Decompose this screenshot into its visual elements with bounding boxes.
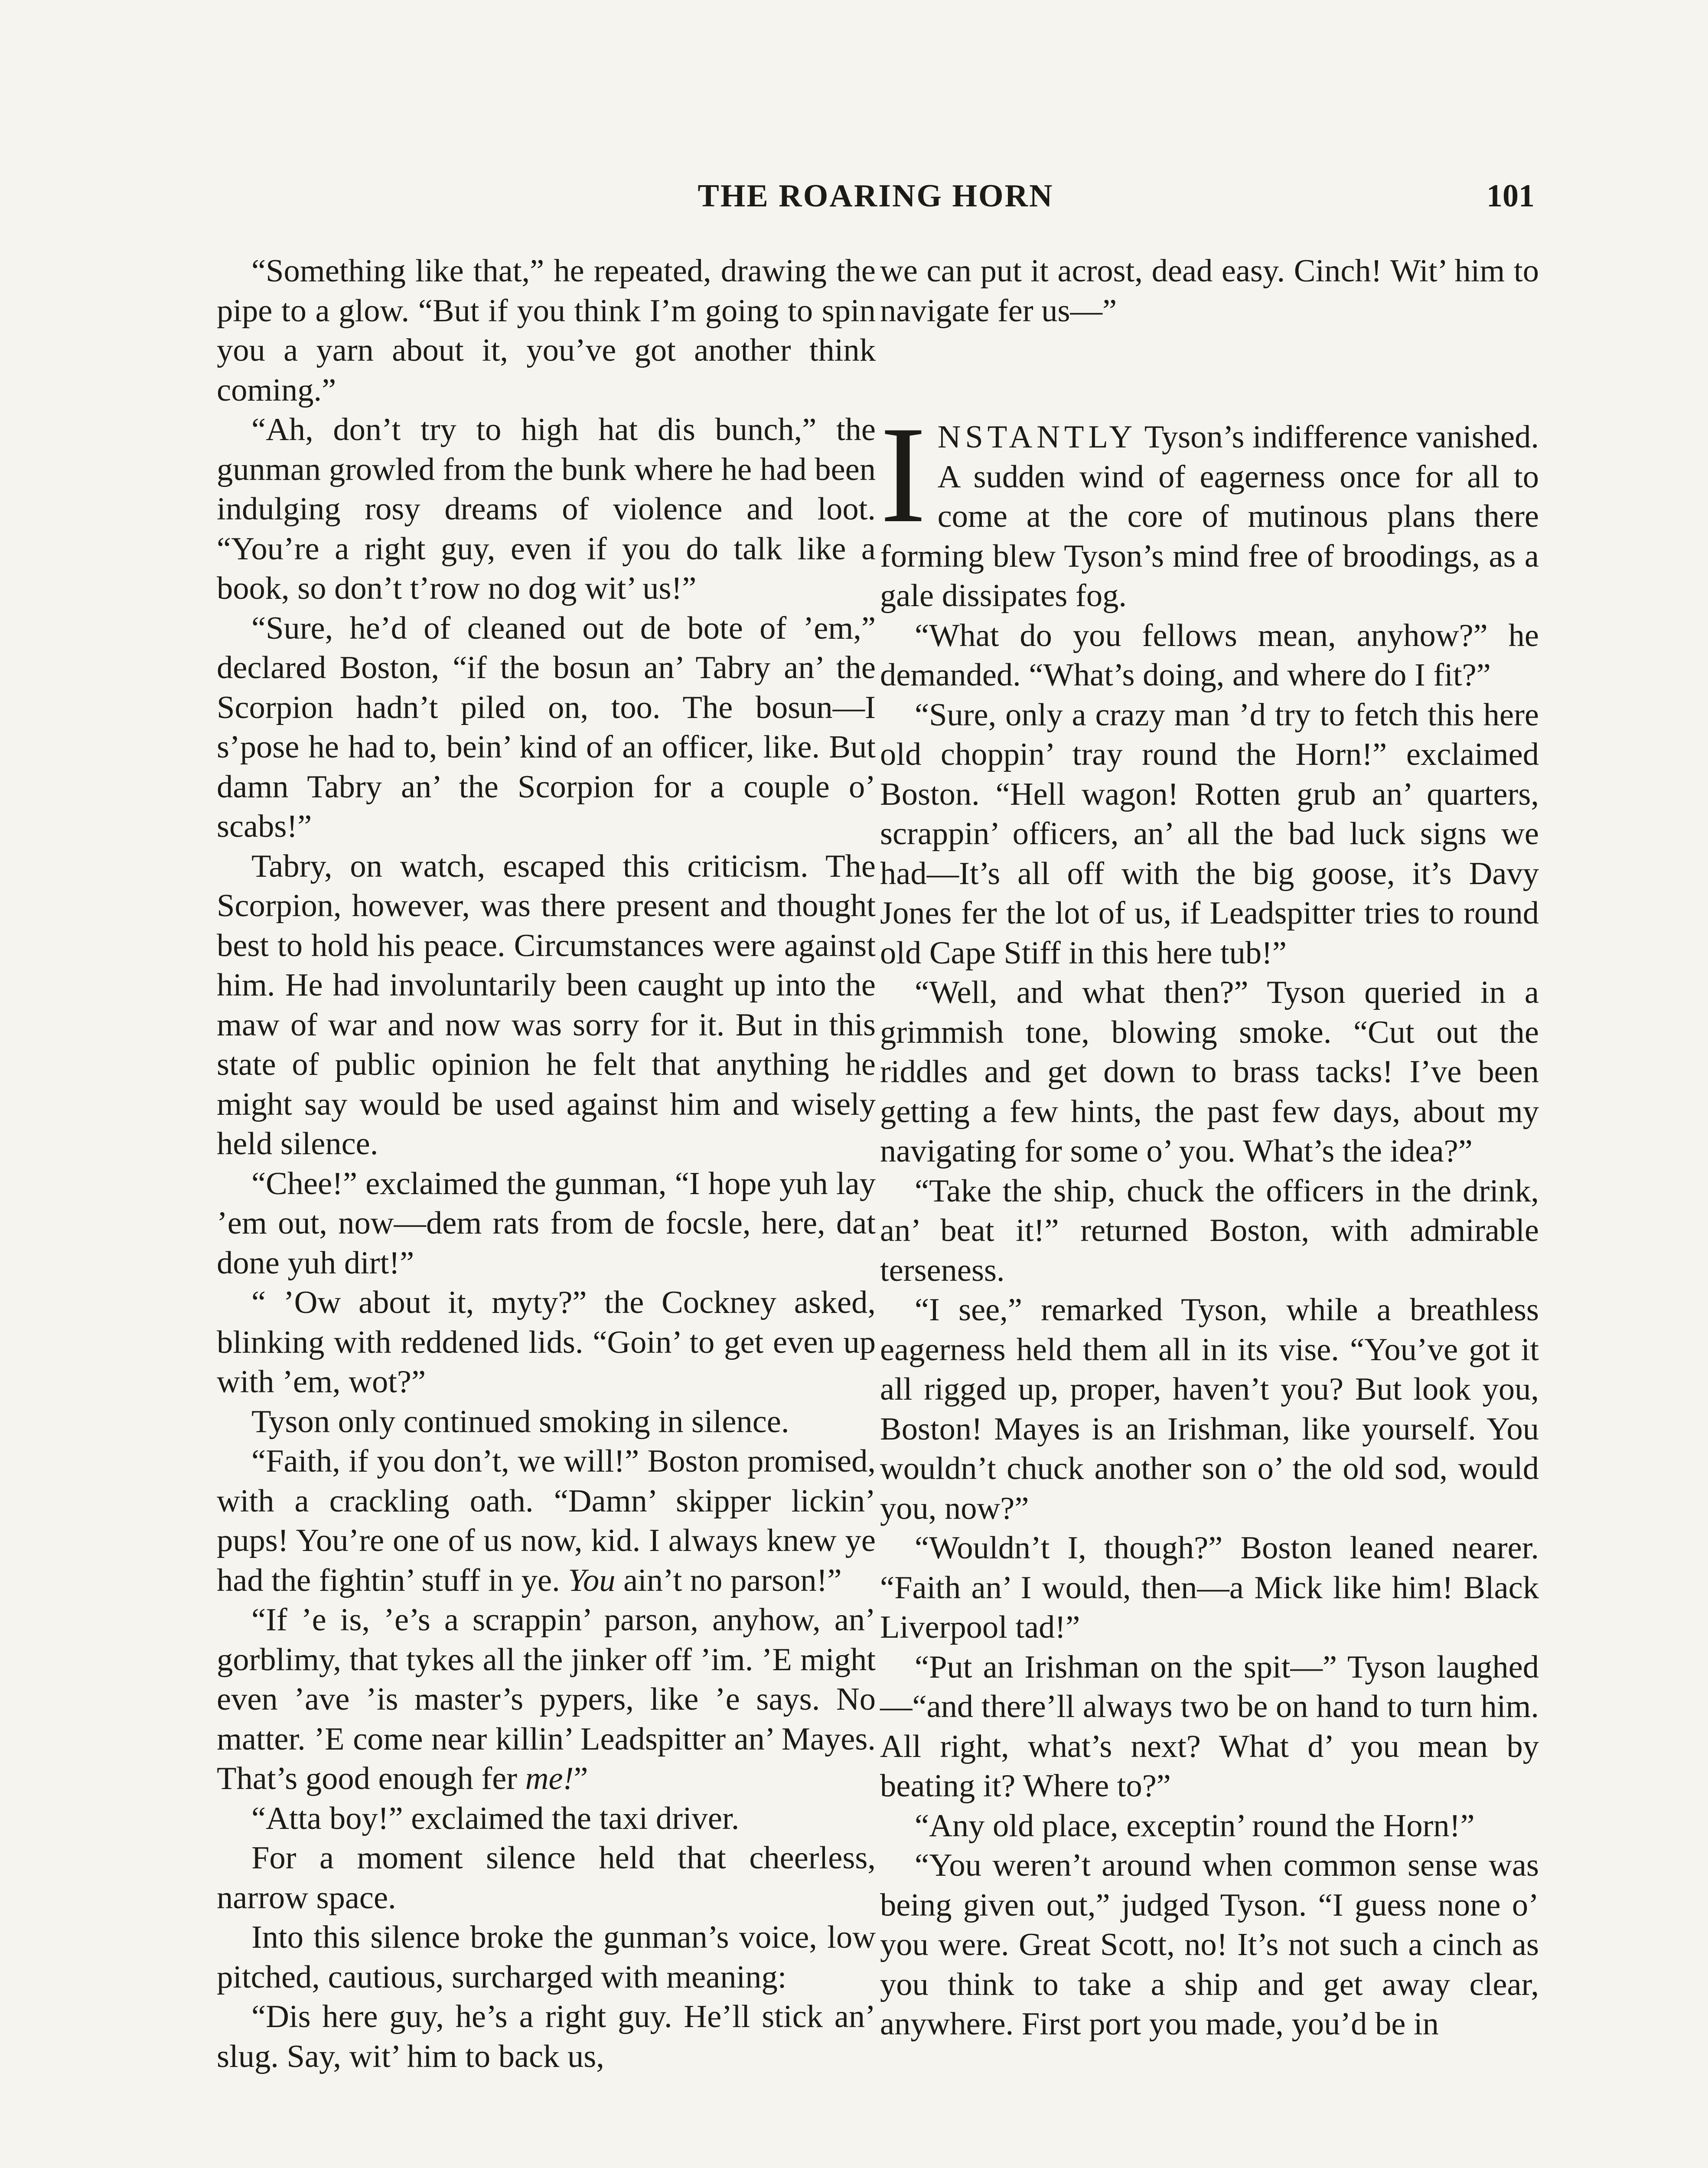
paragraph-text: ain’t no parson!” [615,1562,842,1598]
paragraph: “Take the ship, chuck the officers in the drink, an’ beat it!” returned Boston, with admirable terseness. [880,1173,1539,1288]
paragraph: “ ’Ow about it, myty?” the Cockney asked, blinking with reddened lids. “Goin’ to get even up with ’em, wot?” [217,1285,876,1400]
paragraph: “Sure, he’d of cleaned out de bote of ’em,” declared Boston, “if the bosun an’ Tabry an’ the Scorpion hadn’t piled on, too. The bosun—I s’pose he had to, bein’ kind of an officer, like. But damn Tabry an’ the Scorpion for a couple o’ scabs!” [217,610,876,844]
italic-word: me! [525,1761,574,1796]
paragraph: “Put an Irishman on the spit—” Tyson laughed—“and there’ll always two be on hand to turn him. All right, what’s next? What d’ you mean by beating it? Where to?” [880,1649,1539,1804]
paragraph-text: “If ’e is, ’e’s a scrappin’ parson, anyhow, an’ gorblimy, that tykes all the jinker off ’im. ’E might even ’ave ’is master’s pypers, like ’e says. No matter. ’E come near killin’ Leadspitter an’ Mayes. That’s good enough fer [217,1602,876,1796]
running-title: THE ROARING HORN [698,178,1054,214]
paragraph: Tyson only continued smoking in silence. [251,1404,789,1440]
paragraph: “Chee!” exclaimed the gunman, “I hope yuh lay ’em out, now—dem rats from de focsle, here, dat done yuh dirt!” [217,1166,876,1281]
paragraph: “I see,” remarked Tyson, while a breathless eagerness held them all in its vise. “You’ve got it all rigged up, proper, haven’t you? But look you, Boston! Mayes is an Irishman, like yourself. You wouldn’t chuck another son o’ the old sod, would you, now?” [880,1292,1539,1526]
paragraph: “Something like that,” he repeated, drawing the pipe to a glow. “But if you think I’m going to spin you a yarn about it, you’ve got another think coming.” [217,253,876,408]
italic-word: You [568,1562,616,1598]
paragraph-text: ” [574,1761,588,1796]
paragraph [217,1442,876,1600]
paragraph: “Atta boy!” exclaimed the taxi driver. [251,1800,740,1836]
paragraph [217,1600,876,1799]
paragraph: “Sure, only a crazy man ’d try to fetch this here old choppin’ tray round the Horn!” exclaimed Boston. “Hell wagon! Rotten grub an’ quarters, scrappin’ officers, an’ all the bad luck signs we had—It’s all off with the big goose, it’s Davy Jones fer the lot of us, if Leadspitter tries to round old Cape Stiff in this here tub!” [880,697,1539,971]
paragraph-text: “Faith, if you don’t, we will!” Boston promised, with a crackling oath. “Damn’ skipper lickin’ pups! You’re one of us now, kid. I always knew ye had the fightin’ stuff in ye. [217,1443,876,1598]
paragraph: “Well, and what then?” Tyson queried in a grimmish tone, blowing smoke. “Cut out the riddles and get down to brass tacks! I’ve been getting a few hints, the past few days, about my navigating for some o’ you. What’s the idea?” [880,975,1539,1169]
paragraph: For a moment silence held that cheerless, narrow space. [217,1840,876,1916]
page-number: 101 [1486,178,1535,214]
paragraph: “Ah, don’t try to high hat dis bunch,” the gunman growled from the bunk where he had been indulging rosy dreams of violence and loot. “You’re a right guy, even if you do talk like a book, so don’t t’row no dog wit’ us!” [217,412,876,606]
section-opening-paragraph [880,398,1539,616]
running-head [217,173,1535,221]
left-column [217,251,876,2077]
paragraph: Into this silence broke the gunman’s voice, low pitched, cautious, surcharged with meaning: [217,1920,876,1995]
paragraph-continuation: we can put it acrost, dead easy. Cinch! Wit’ him to navigate fer us—” [880,253,1539,329]
paragraph: “Dis here guy, he’s a right guy. He’ll stick an’ slug. Say, wit’ him to back us, [217,1999,876,2074]
paragraph-text: Tyson’s indifference vanished. A sudden wind of eagerness once for all to come at the core of mutinous plans there forming blew Tyson’s mind free of broodings, as a gale dissipates fog. [880,419,1539,614]
paragraph: “Any old place, exceptin’ round the Horn!” [915,1808,1475,1844]
paragraph: Tabry, on watch, escaped this criticism. The Scorpion, however, was there present and thought best to hold his peace. Circumstances were against him. He had involuntarily been caught up into the maw of war and now was sorry for it. But in this state of public opinion he felt that anything he might say would be used against him and wisely held silence. [217,848,876,1162]
right-column [880,251,1539,2044]
paragraph: “You weren’t around when common sense was being given out,” judged Tyson. “I guess none o’ you were. Great Scott, no! It’s not such a cinch as you think to take a ship and get away clear, anywhere. First port you made, you’d be in [880,1848,1539,2042]
paragraph: “Wouldn’t I, though?” Boston leaned nearer. “Faith an’ I would, then—a Mick like him! Black Liverpool tad!” [880,1530,1539,1645]
paragraph: “What do you fellows mean, anyhow?” he demanded. “What’s doing, and where do I fit?” [880,617,1539,693]
lead-caps: NSTANTLY [937,419,1137,455]
drop-cap: I [880,398,926,552]
